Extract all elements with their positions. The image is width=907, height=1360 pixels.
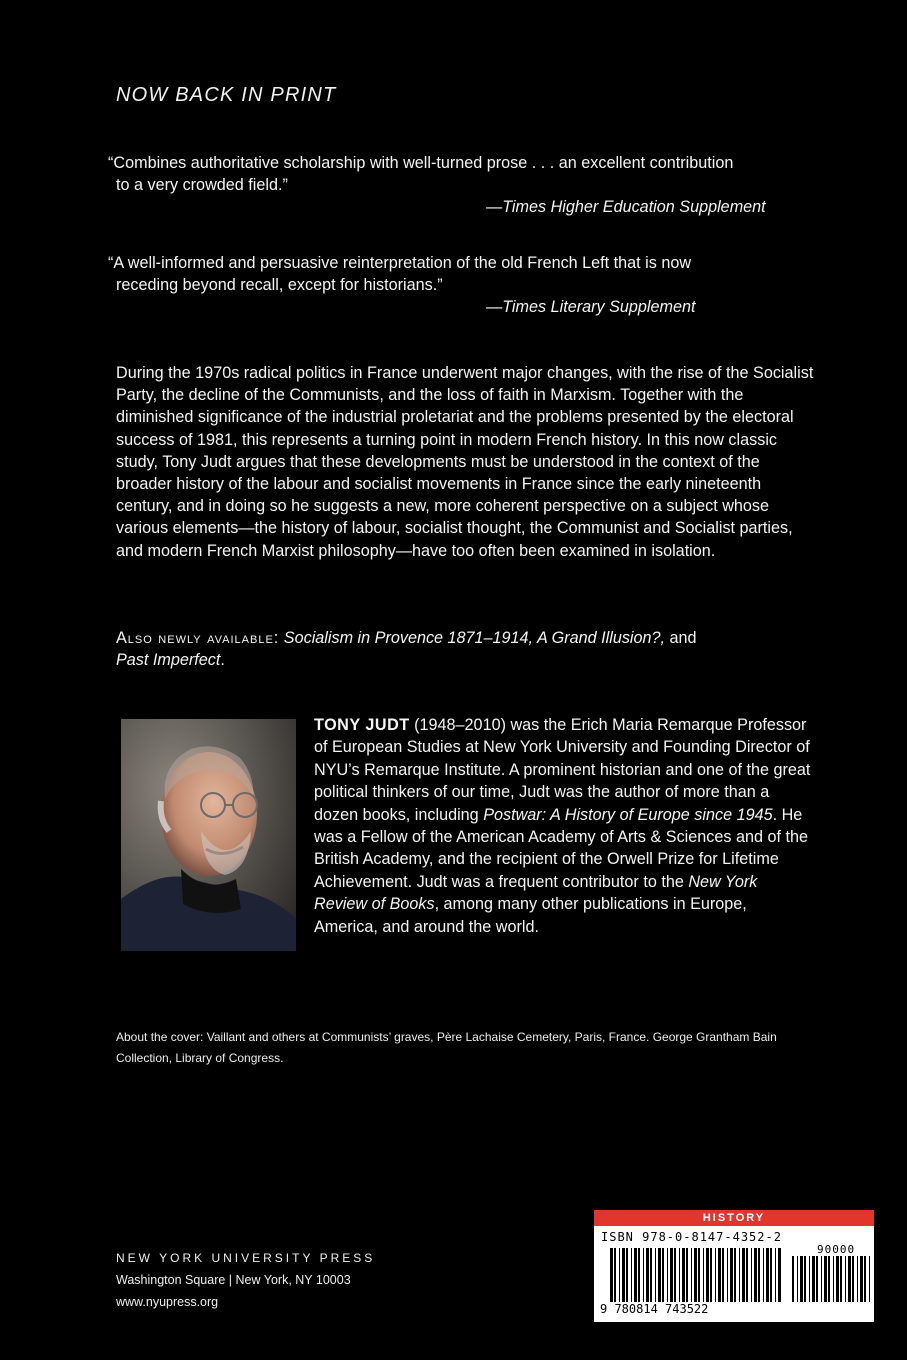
barcode-bar: [739, 1248, 740, 1302]
publisher-block: [116, 1247, 375, 1313]
barcode-bar: [610, 1248, 613, 1302]
author-bio-text-1: (1948–2010) was the Erich Maria Remarque Professor of European Studies at New York University and Founding Director of NYU’s Remarque Institute. A prominent historian and one of the great political thinkers of our time, Judt was the author of more than a dozen books, including: [314, 716, 811, 824]
barcode-bar: [706, 1248, 709, 1302]
author-bio-text-3: , among many other publications in Europe, America, and around the world.: [314, 895, 747, 936]
price-code: 90000: [817, 1243, 856, 1256]
also-available: [116, 627, 816, 671]
barcode-bar: [800, 1256, 803, 1302]
barcode-bar: [792, 1256, 794, 1302]
barcode-bar: [734, 1248, 736, 1302]
quote-1-attribution: —Times Higher Education Supplement: [486, 198, 766, 216]
barcode-bar: [860, 1256, 863, 1302]
barcode-bar: [845, 1256, 846, 1302]
author-bio: [314, 714, 814, 938]
quote-1-line-2: to a very crowded field.”: [116, 176, 288, 194]
barcode-bar: [694, 1248, 697, 1302]
author-bio-text-2: . He was a Fellow of the American Academy of Arts & Sciences and of the British Academy, and the recipient of the Orwell Prize for Lifetime Achievement. Judt was a frequent contributor to the: [314, 805, 808, 891]
barcode-bar: [770, 1248, 772, 1302]
barcode-bar: [715, 1248, 716, 1302]
also-available-and: and: [669, 629, 697, 647]
barcode-bar: [674, 1248, 676, 1302]
also-available-last-title: Past Imperfect: [116, 651, 221, 670]
author-photo: [121, 719, 296, 951]
barcode-bar: [698, 1248, 700, 1302]
barcode-bar: [646, 1248, 649, 1302]
barcode-bar: [667, 1248, 668, 1302]
barcode-box: [594, 1210, 874, 1322]
barcode-bar: [833, 1256, 834, 1302]
barcode-bar: [634, 1248, 637, 1302]
barcode-bar: [662, 1248, 664, 1302]
barcode-bar: [824, 1256, 827, 1302]
barcode-bar: [816, 1256, 818, 1302]
barcode-bar: [727, 1248, 728, 1302]
barcode-bar: [703, 1248, 704, 1302]
barcode-bar: [686, 1248, 688, 1302]
barcode-bar: [758, 1248, 760, 1302]
barcode-bar: [751, 1248, 752, 1302]
ean-digits: 9 780814 743522: [600, 1302, 709, 1316]
barcode-bar: [804, 1256, 806, 1302]
quote-2-attribution: —Times Literary Supplement: [486, 298, 696, 316]
quote-1-line-1: “Combines authoritative scholarship with well-turned prose . . . an excellent contribution: [108, 154, 734, 172]
barcode-bar: [840, 1256, 842, 1302]
isbn-text: ISBN 978-0-8147-4352-2: [601, 1230, 782, 1244]
publisher-url: www.nyupress.org: [116, 1295, 219, 1309]
barcode-bar: [763, 1248, 764, 1302]
also-available-titles: Socialism in Provence 1871–1914, A Grand Illusion?,: [283, 629, 666, 647]
barcode-bar: [730, 1248, 733, 1302]
barcode-bar: [722, 1248, 724, 1302]
barcode-bar: [812, 1256, 815, 1302]
barcode-bar: [778, 1248, 781, 1302]
also-available-period: .: [220, 651, 225, 670]
barcode-bar: [836, 1256, 839, 1302]
author-book-title: Postwar: A History of Europe since 1945: [483, 805, 773, 824]
addon-bars: [792, 1256, 870, 1302]
barcode-bar: [650, 1248, 652, 1302]
author-magazine-title: New York Review of Books: [314, 872, 758, 914]
barcode-bar: [718, 1248, 721, 1302]
barcode-bar: [691, 1248, 692, 1302]
barcode-bar: [631, 1248, 632, 1302]
barcode-bar: [710, 1248, 712, 1302]
publisher-name: NEW YORK UNIVERSITY PRESS: [116, 1251, 376, 1265]
publisher-address: Washington Square | New York, NY 10003: [116, 1273, 351, 1287]
barcode-bar: [643, 1248, 644, 1302]
barcode-bar: [809, 1256, 810, 1302]
cover-credit: About the cover: Vaillant and others at Communists’ graves, Père Lachaise Cemetery, Paris, France. George Grantham Bain Collection, Library of Congress.: [116, 1030, 777, 1065]
ean-bars: [610, 1248, 781, 1302]
quote-2-line-1: “A well-informed and persuasive reinterpretation of the old French Left that is now: [108, 254, 692, 272]
barcode-bar: [821, 1256, 822, 1302]
barcode-bar: [857, 1256, 858, 1302]
barcode-bar: [658, 1248, 661, 1302]
barcode-bar: [864, 1256, 866, 1302]
category-bar: HISTORY: [594, 1210, 874, 1226]
barcode-bar: [869, 1256, 870, 1302]
review-quote-1: [108, 152, 828, 218]
barcode-bar: [848, 1256, 851, 1302]
barcode-bar: [682, 1248, 685, 1302]
barcode-bar: [614, 1248, 616, 1302]
now-back-in-print-banner: NOW BACK IN PRINT: [116, 84, 337, 106]
barcode-bar: [746, 1248, 748, 1302]
review-quote-2: [108, 252, 828, 318]
barcode-bar: [742, 1248, 745, 1302]
barcode-bar: [619, 1248, 620, 1302]
barcode-bar: [655, 1248, 656, 1302]
barcode-bar: [670, 1248, 673, 1302]
barcode-bar: [766, 1248, 769, 1302]
book-description: During the 1970s radical politics in France underwent major changes, with the rise of the Socialist Party, the decline of the Communists, and the loss of faith in Marxism. Together with the diminished significance of the industrial proletariat and the problems presented by the electoral success of 1981, this represents a turning point in modern French history. In this now classic study, Tony Judt argues that these developments must be understood in the context of the broader history of the labour and socialist movements in France since the early nineteenth century, and in doing so he suggests a new, more coherent perspective on a subject whose various elements—the history of labour, socialist thought, the Communist and Socialist parties, and modern French Marxist philosophy—have too often been examined in isolation.: [116, 364, 814, 560]
barcode-bar: [828, 1256, 830, 1302]
author-name: TONY JUDT: [314, 716, 410, 734]
barcode-bar: [622, 1248, 625, 1302]
barcode-bar: [775, 1248, 776, 1302]
barcode-bar: [754, 1248, 757, 1302]
barcode-bar: [797, 1256, 798, 1302]
barcode-bar: [626, 1248, 628, 1302]
quote-2-line-2: receding beyond recall, except for historians.”: [116, 276, 443, 294]
barcode-bar: [679, 1248, 680, 1302]
barcode-bar: [852, 1256, 854, 1302]
also-available-label: Also newly available:: [116, 629, 280, 647]
barcode-bar: [638, 1248, 640, 1302]
